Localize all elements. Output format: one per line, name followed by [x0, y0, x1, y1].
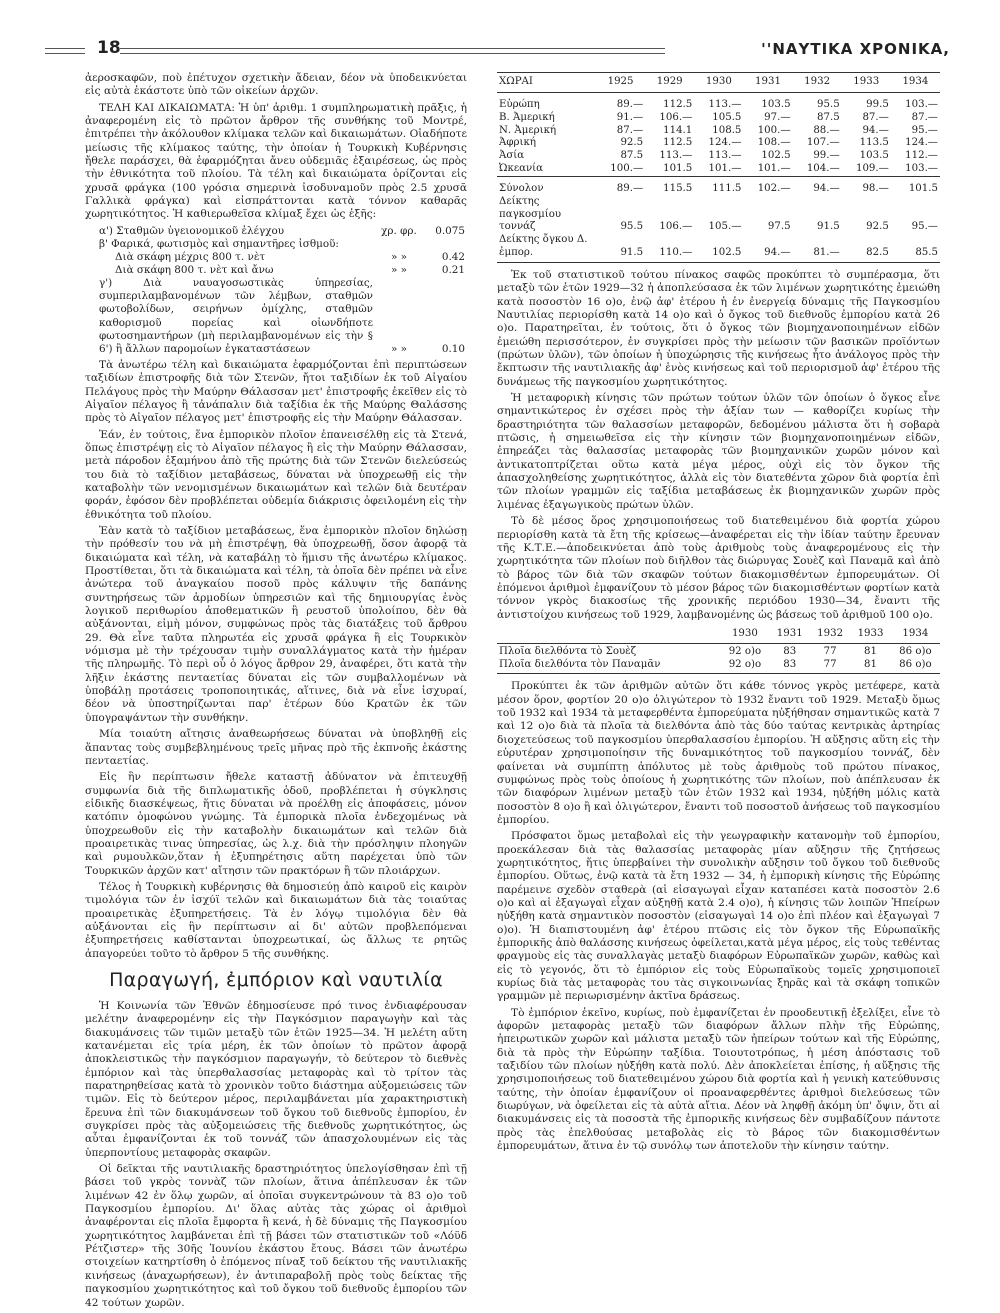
- table-cell: Ἀφρική: [499, 137, 536, 149]
- body-paragraph: Τέλος ἡ Τουρκικὴ κυβέρνησις θὰ δημοσιεύῃ ἀπὸ καιροῦ εἰς καιρὸν τιμολόγια τῶν ἐν ἰσχύϊ τελῶν καὶ δικαιωμάτων διὰ τὰς τοιαύτας προαιρετικὰς ἐξυπηρετήσεις. Τὰ ἐν λόγῳ τιμολόγια δὲν θὰ αὐξάνονται εἰς ἣν περίπτωσιν αἱ δι' αὐτῶν προβλεπόμεναι ἐξυπηρετήσεις καθίστανται ὑποχρεωτικαί, ὡς ἄλλως τε ρητῶς ἀπαγορεύει τοῦτο τὸ ἄρθρον 5 τῆς συνθήκης.: [85, 880, 467, 960]
- fees-value: 0.42: [441, 251, 465, 263]
- table-header-cell: 1934: [902, 627, 929, 639]
- table-cell: 99.—: [813, 150, 840, 162]
- table-cell: 81.—: [793, 234, 842, 262]
- fees-table: [85, 225, 467, 356]
- table-cell: Σύνολον: [499, 182, 544, 194]
- table-row: [497, 125, 940, 138]
- section-title: Παραγωγή, ἐμπόριον καὶ ναυτιλία: [109, 969, 443, 991]
- table-cell: 105.5: [712, 111, 742, 123]
- table-cell: 106.—: [659, 221, 693, 233]
- table-cell: 92 ο)ο: [720, 643, 769, 658]
- table-cell: 124.—: [905, 137, 938, 149]
- table-cell: 113.—: [659, 150, 693, 162]
- table-cell: 82.5: [842, 234, 891, 262]
- table-cell: 114.1: [663, 124, 693, 136]
- table-cell: 92 ο)ο: [720, 659, 769, 674]
- table-cell: 87.—: [911, 111, 938, 123]
- table-cell: 108.5: [712, 124, 742, 136]
- table-cell: 91.5: [596, 234, 645, 262]
- table-cell: 111.5: [712, 182, 742, 194]
- table-cell: 94.—: [862, 124, 889, 136]
- table-cell: 94.—: [813, 182, 840, 194]
- table-cell: 92.5: [866, 221, 889, 233]
- fees-label: Διὰ σκάφη 800 τ. νὲτ καὶ ἄνω: [115, 264, 274, 277]
- body-paragraph: Ἡ Κοινωνία τῶν Ἐθνῶν ἐδημοσίευσε πρό τινος ἐνδιαφέρουσαν μελέτην ἀναφερομένην εἰς τὴν Παγκόσμιον παραγωγὴν καὶ τὰς διακυμάνσεις τῶν τιμῶν μεταξὺ τῶν ἐτῶν 1925—34. Ἡ μελέτη αὕτη κατανέμεται εἰς τρία μέρη, ἐκ τῶν ὁποίων τὸ πρῶτον ἀφορᾷ ἀποκλειστικῶς τὴν παγκόσμιον παραγωγήν, τὸ δεύτερον τὸ διεθνὲς ἐμπόριον καὶ τὰς ὑπερθαλασσίας μεταφορὰς καὶ τὸ τρίτον τὰς παρατηρηθείσας κατὰ τὸ χρονικὸν τοῦτο διάστημα αὐξομειώσεις τῶν τιμῶν. Εἰς τὸ δεύτερον μέρος, περιλαμβάνεται μία χαρακτηριστικὴ ἔρευνα ἐπὶ τῶν διακυμάνσεων τοῦ ὄγκου τοῦ διεθνοῦς ἐμπορίου, ἐν συγκρίσει πρὸς τὰς αὐξομειώσεις τῆς διεθνοῦς χωρητικότητος, ὡς αὗται ἐμφανίζονται ἐκ τοῦ τοννάζ τῶν ἀπασχολουμένων εἰς τὰς ὑπερποντίους μεταφορὰς σκαφῶν.: [85, 999, 467, 1159]
- table-row: [497, 99, 940, 112]
- table-cell: Ν. Ἀμερική: [499, 124, 557, 136]
- fees-value: 0.075: [435, 224, 465, 237]
- table-cell: Ὠκεανία: [499, 163, 544, 175]
- table-header-cell: 1929: [645, 73, 694, 93]
- right-column: [497, 72, 940, 1156]
- table-cell: 86 ο)ο: [891, 659, 940, 674]
- table-cell: Πλοῖα διελθόντα τὸ Σουὲζ: [497, 643, 720, 658]
- fees-paragraph: ΤΕΛΗ ΚΑΙ ΔΙΚΑΙΩΜΑΤΑ: Ἡ ὑπ' ἀριθμ. 1 συμπληρωματικὴ πρᾶξις, ἡ ἀναφερομένη εἰς τὸ πρῶτον ἄρθρον τῆς συνθήκης τοῦ Μοντρέ, ἐπιτρέπει τὴν ἀκόλουθον κλίμακα τελῶν καὶ δικαιωμάτων. Οἱαδήποτε μείωσις τῆς κλίμακος ταύτης, τὴν ὁποίαν ἡ Τουρκικὴ Κυβέρνησις ἤθελε παράσχει, θὰ ἐφαρμόζηται ἄνευ οὐδεμιᾶς ἐξαιρέσεως, ὡς πρὸς τὴν ἐθνικότητα τοῦ πλοίου. Τὰ τέλη καὶ δικαιώματα ὁρίζονται εἰς χρυσᾶ φράγκα (100 γρόσια σημερινὰ ἰσοδυναμοῦν πρὸς 2.5 χρυσᾶ Γαλλικὰ φράγκα) καὶ εἰσπράττονται κατὰ τόννον καθαρᾶς χωρητικότητος. Ἡ καθιερωθεῖσα κλίμαξ ἔχει ὡς ἑξῆς:: [85, 101, 467, 221]
- table-cell: 101.5: [663, 163, 693, 175]
- table-row: [497, 234, 940, 262]
- table-cell: 81: [850, 643, 890, 658]
- fees-label: γ') Διὰ ναυαγοσωστικὰς ὑπηρεσίας, συμπεριλαμβανομένων τῶν λέμβων, σταθμῶν φωτοβολίδων, σειρήνων ὁμίχλης, σταθμῶν καθορισμοῦ πορείας καὶ οἱωνδήποτε φωτοσημαντήρων (μὴ περιλαμβανομένων εἰς τὴν § 6') ἢ ἄλλων παρομοίων ἐγκαταστάσεων: [99, 277, 373, 355]
- table-cell: 100.—: [610, 163, 644, 175]
- fees-label: β' Φαρικά, φωτισμὸς καὶ σημαντῆρες ἰσθμοῦ:: [99, 237, 339, 250]
- table-cell: 103.5: [761, 98, 791, 110]
- table-row: [497, 183, 940, 196]
- body-paragraph: Ἡ μεταφορικὴ κίνησις τῶν πρώτων τούτων ὑλῶν τῶν ὁποίων ὁ ὄγκος εἶνε σημαντικώτερος ἐν σχέσει πρὸς τὴν ἀξίαν των — καθορίζει κυρίως τὴν δραστηριότητα τῶν θαλασσίων μεταφορῶν, δεδομένου μάλιστα ὅτι ἡ σοβαρὰ πτῶσις, ἡ σημειωθεῖσα εἰς τὴν κίνησιν τῶν βιομηχανοποιημένων εἰδῶν, ἐπηρεάζει τὰς θαλασσίας μεταφορὰς τῶν βιομηχανικῶν χωρῶν μόνον καὶ ἀντικατοπτρίζεται οὕτω κατὰ μέγα μέρος, οὐχὶ εἰς τὸν ὄγκον τῆς ἀπασχοληθείσης χωρητικότητος, ἀλλὰ εἰς τὸν διατεθέντα χῶρον διὰ φορτία ἐπὶ τῶν πλοίων γραμμῶν εἰς ταξίδια μεταβάσεως ἐκ βιομηχανικῶν χωρῶν πρὸς λιμένας ἐξαγωγικοὺς πρώτων ὑλῶν.: [497, 392, 940, 511]
- table-row: [497, 196, 940, 235]
- fees-label: α') Σταθμῶν ὑγειονομικοῦ ἐλέγχου: [99, 224, 285, 237]
- table-header-cell: 1931: [776, 627, 803, 639]
- body-paragraph: Προκύπτει ἐκ τῶν ἀριθμῶν αὐτῶν ὅτι κάθε τόννος γκρὸς μετέφερε, κατὰ μέσον ὅρον, φορτίον 20 ο)ο ὀλιγώτερον τὸ 1932 ἔναντι τοῦ 1929. Μεταξὺ ὅμως τοῦ 1932 καὶ 1934 τὰ μεταφερθέντα ἐμπορεύματα ηὐξήθησαν σημαντικῶς κατὰ 7 καὶ 12 ο)ο διὰ τὰ πλοῖα τὰ διελθόντα ἀπὸ τὰς δύο ταύτας κεντρικὰς ἀρτηρίας διοχετεύσεως τοῦ παγκοσμίου ὑπερθαλασσίου ἐμπορίου. Ἡ αὔξησις αὕτη εἰς τὴν εὐρυτέραν χρησιμοποίησιν τῆς δυναμικότητος τοῦ παγκοσμίου τοννάζ, δὲν φαίνεται νὰ συμπίπτῃ ἀπόλυτος μὲ τοὺς ἀριθμοὺς τοῦ πρώτου πίνακος, συμφώνως πρὸς τοὺς ὁποίους ἡ χωρητικότης τῶν πλοίων, ποὺ ἀπέπλευσαν ἐκ τῶν διαφόρων λιμένων μεταξὺ τῶν ἐτῶν 1932 καὶ 1934, ηὐξήθη μόλις κατὰ ποσοστὸν 8 ο)ο ἢ καὶ ὀλιγώτερον, ἔναντι τοῦ ποσοστοῦ ἀνήσεως τοῦ παγκοσμίου ἐμπορίου.: [497, 680, 940, 826]
- fees-unit: » »: [390, 251, 408, 263]
- body-paragraph: Τὰ ἀνωτέρω τέλη καὶ δικαιώματα ἐφαρμόζονται ἐπὶ περιπτώσεων ταξιδίων ἐπιστροφῆς διὰ τῶν Στενῶν, ἤτοι ταξιδίων ἐκ τοῦ Αἰγαίου Πελάγους πρὸς τὴν Μαύρην Θάλασσαν μετ' ἐπιστροφῆς ἐκεῖθεν εἰς τὸ Αἰγαῖον πέλαγος ἢ τἀνάπαλιν διὰ ταξίδια ἐκ τῆς Μαύρης Θαλάσσης πρὸς τὸ Αἰγαῖον πέλαγος μετ' ἐπιστροφῆς εἰς τὴν Μαύρην Θάλασσαν.: [85, 358, 467, 425]
- table-cell: 113.5: [859, 137, 889, 149]
- table-cell: 87.—: [616, 124, 644, 136]
- fees-unit: » »: [390, 342, 408, 355]
- body-paragraph: Ἐκ τοῦ στατιστικοῦ τούτου πίνακος σαφῶς προκύπτει τὸ συμπέρασμα, ὅτι μεταξὺ τῶν ἐτῶν 1929—32 ἡ ἀποπλεύσασα ἐκ τῶν λιμένων χωρητικότης ἐμειώθη κατὰ ποσοστὸν 16 ο)ο, ἐνῷ ἀφ' ἑτέρου ἡ ἐν ἐνεργείᾳ δύναμις τῆς Παγκοσμίου Ναυτιλίας περιορίσθη κατὰ 14 ο)ο καὶ ὁ ὄγκος τοῦ διεθνοῦς ἐμπορίου κατὰ 26 ο)ο. Παρατηρεῖται, ἐν τούτοις, ὅτι ὁ ὄγκος τῶν βιομηχανοποιημένων εἰδῶν ἐμειώθη περισσότερον, ἐν συγκρίσει πρὸς τὴν μείωσιν τῶν βασικῶν προϊόντων (πρώτων ὑλῶν), τῶν ὁποίων ἡ ὑποχώρησις τῆς κινήσεως ἦτο ἀνάλογος πρὸς τὴν ἔκπτωσιν τῆς ναυτιλιακῆς ἀφ' ἑνὸς κινήσεως καὶ τοῦ περιορισμοῦ ἀφ' ἑτέρου τῆς δυνάμεως τῆς παγκοσμίου χωρητικότητος.: [497, 268, 940, 388]
- table-cell: Ἀσία: [499, 150, 525, 162]
- table-header-cell: 1933: [842, 73, 891, 93]
- table-header-cell: [497, 628, 720, 643]
- table-cell: 83: [770, 643, 810, 658]
- table-cell: 103.5: [859, 150, 889, 162]
- table-header-cell: 1925: [596, 73, 645, 93]
- table-cell: 86 ο)ο: [891, 643, 940, 658]
- table-cell: 98.—: [862, 182, 889, 194]
- table-cell: 112.—: [905, 150, 938, 162]
- table-cell: 83: [770, 659, 810, 674]
- table-row: [497, 659, 940, 674]
- table-header-cell: 1931: [743, 73, 792, 93]
- table-cell: Δείκτης ὄγκου Δ. ἐμπορ.: [497, 234, 596, 262]
- table-cell: 113.—: [708, 98, 742, 110]
- page-number: 18: [97, 38, 121, 58]
- table-cell: 91.—: [616, 111, 644, 123]
- table-cell: 97.5: [767, 221, 791, 233]
- journal-title: ''ΝΑΥΤΙΚΑ ΧΡΟΝΙΚΑ,: [761, 40, 950, 58]
- body-paragraph: Ἐάν, ἐν τούτοις, ἕνα ἐμπορικὸν πλοῖον ἐπανεισέλθῃ εἰς τὰ Στενά, ὅπως ἐπιστρέψῃ εἰς τὸ Αἰγαῖον πέλαγος ἢ εἰς τὴν Μαύρην Θάλασσαν, μετὰ πάροδον ἑξαμήνου ἀπὸ τῆς πρώτης διὰ τῶν Στενῶν διελεύσεώς του διὰ τὸ ταξίδιον μεταβάσεως, δύναται νὰ ὑποχρεωθῇ εἰς τὴν καταβολὴν τῶν νενομισμένων δικαιωμάτων καὶ τελῶν διὰ δευτέραν φοράν, ἐφόσον δὲν προβλέπεται οὐδεμία διάκρισις ὀφειλομένη εἰς τὴν ἐθνικότητα τοῦ πλοίου.: [85, 428, 467, 521]
- table-cell: 95.5: [620, 221, 644, 233]
- table-cell: 113.—: [708, 150, 742, 162]
- table-cell: 89.—: [616, 182, 644, 194]
- body-paragraph: Τὸ δὲ μέσος ὅρος χρησιμοποιήσεως τοῦ διατεθειμένου διὰ φορτία χώρου περιορίσθη κατὰ τὰ ἔτη τῆς κρίσεως—ἀναφέρεται εἰς τὴν ἰδίαν ταύτην ἔρευναν τῆς Κ.Τ.Ε.—ἀποδεικνύεται ἀπὸ τοὺς ἀριθμοὺς τοὺς ἀναφερομένους εἰς τὴν χωρητικότητα τῶν πλοίων ποὺ διῆλθον τὰς διώρυγας Σουὲζ καὶ Παναμᾶ καὶ ἀπὸ τὸ βάρος τῶν διὰ τῶν σκαφῶν τούτων διακομισθέντων ἐμπορευμάτων. Οἱ ἑπόμενοι ἀριθμοὶ ἐμφανίζουν τὸ μέσον βάρος τῶν διακομισθέντων φορτίων κατὰ τόννον γκρὸς διακοσίως τῆς χρονικῆς περιόδου 1930—34, ἔναντι τῆς ἀντιστοίχου κινήσεως τοῦ 1929, λαμβανομένης ὡς βάσεως τοῦ ἀριθμοῦ 100 ο)ο.: [497, 515, 940, 621]
- table-cell: 95.—: [911, 124, 938, 136]
- table-cell: 94.—: [743, 234, 792, 262]
- table-row: [497, 643, 940, 658]
- shipping-index-table: [497, 72, 940, 263]
- fees-value: 0.21: [441, 264, 465, 277]
- table-header-cell: 1930: [731, 627, 758, 639]
- table-header-row: [497, 628, 940, 643]
- header-rule-middle: [120, 48, 665, 54]
- table-cell: Β. Ἀμερική: [499, 111, 555, 123]
- fees-row: [85, 251, 467, 264]
- table-header-row: [497, 73, 940, 93]
- table-cell: Πλοῖα διελθόντα τὸν Παναμᾶν: [497, 659, 720, 674]
- table-cell: 77: [810, 659, 850, 674]
- table-cell: Δείκτης παγκοσμίου τοννάζ: [499, 195, 562, 233]
- table-cell: 107.—: [806, 137, 840, 149]
- table-cell: 103.—: [905, 163, 938, 175]
- table-cell: 88.—: [813, 124, 840, 136]
- table-cell: 110.—: [645, 234, 694, 262]
- intro-paragraph: ἀεροσκαφῶν, ποὺ ἐπέτυχον σχετικὴν ἄδειαν, δέον νὰ ὑποδεικνύεται εἰς αὐτὰ ἑκάστοτε ὑπὸ τῶν οἰκείων ἀρχῶν.: [85, 72, 467, 98]
- table-cell: 104.—: [806, 163, 840, 175]
- table-cell: 81: [850, 659, 890, 674]
- table-header-cell: ΧΩΡΑΙ: [497, 73, 596, 93]
- table-cell: 102.5: [761, 150, 791, 162]
- table-row: [497, 112, 940, 125]
- table-header-cell: 1934: [891, 73, 940, 93]
- canal-table: [497, 628, 940, 675]
- table-cell: 95.5: [817, 98, 840, 110]
- body-paragraph: Τὸ ἐμπόριον ἐκεῖνο, κυρίως, ποὺ ἐμφανίζεται ἐν προοδευτικῇ ἐξελίξει, εἶνε τὸ ἀφορῶν μεταφορὰς μεταξὺ τῶν διαφόρων ἄλλων πλὴν τῆς Εὐρώπης, ἠπειρωτικῶν χωρῶν καὶ μάλιστα μεταξὺ τῶν ἠπείρων τούτων καὶ τῆς Εὐρώπης, διὰ τὰ πρὸς τὴν Εὐρώπην ταξίδια. Τοιουτοτρόπως, ἡ μέση ἀπόστασις τοῦ ταξιδίου τῶν πλοίων ηὐξήθη κατὰ πολύ. Δὲν ἀποκλείεται ἐπίσης, ἡ αὔξησις τῆς χρησιμοποιήσεως τοῦ διατεθειμένου χώρου διὰ φορτία καὶ ἡ γενικὴ κατεύθυνσις ταύτης, τὴν ὁποίαν ἐμφανίζουν οἱ προαναφερθέντες ἀριθμοὶ διελεύσεως τῶν διωρύγων, νὰ ὀφείλεται εἰς τὰ αὐτὰ αἴτια. Δέον νὰ ληφθῇ ἀκόμη ὑπ' ὄψιν, ὅτι αἱ διακυμάνσεις εἰς τὰ ποσοστὰ τῆς ἐμπορικῆς κινήσεως δὲν συμβαδίζουν πάντοτε πρὸς τὰς ἐπελθούσας μεταβολὰς εἰς τὸ βάρος τῶν διακομισθέντων ἐμπορευμάτων, ἅτινα ἐν τῷ συνόλῳ των ἀποτελοῦν τὴν κίνησιν ταύτην.: [497, 1006, 940, 1153]
- left-column: [85, 72, 467, 1313]
- body-paragraph: Πρόσφατοι ὅμως μεταβολαὶ εἰς τὴν γεωγραφικὴν κατανομὴν τοῦ ἐμπορίου, προεκάλεσαν διὰ τὰς θαλασσίας μεταφορὰς μίαν αὔξησιν τῆς ζητήσεως χωρητικότητος, ἥτις ὑπερβαίνει τὴν συνολικὴν αὔξησιν τοῦ ὄγκου τοῦ διεθνοῦς ἐμπορίου. Οὕτως, ἐνῷ κατὰ τὰ ἔτη 1932 — 34, ἡ ἐμπορικὴ κίνησις τῆς Εὐρώπης παρέμεινε σχεδὸν σταθερὰ (αἱ εἰσαγωγαὶ εἶχαν καταπέσει κατὰ ποσοστὸν 2.6 ο)ο καὶ αἱ ἐξαγωγαὶ εἶχαν αὐξηθῇ κατὰ 2.4 ο)ο), ἡ κίνησις τῶν λοιπῶν Ἠπείρων ηὐξήθη κατὰ σημαντικὸν ποσοστὸν (εἰσαγωγαὶ 14 ο)ο ἐπὶ πλέον καὶ ἐξαγωγαὶ 7 ο)ο). Ἡ διαπιστουμένη ἀφ' ἑτέρου πτῶσις εἰς τὸν ὄγκον τῆς Εὐρωπαϊκῆς ἐμπορικῆς ἀπὸ θαλάσσης κινήσεως ὀφείλεται,κατὰ μέγα μέρος, εἰς τοὺς τεθέντας φραγμοὺς εἰς τὰς συναλλαγὰς μεταξὺ διαφόρων Εὐρωπαϊκῶν χωρῶν, καθὼς καὶ εἰς τὸ γεγονός, ὅτι τὸ ἐμπόριον εἰς τοὺς Εὐρωπαϊκοὺς τομεῖς χρησιμοποιεῖ κυρίως διὰ τὰς μεταφορὰς του τὰς σιγκοινωνίας ξηρᾶς καὶ τὰ σκάφη τοπικῶν γραμμῶν μὲ περιωρισμένην ἀκτῖνα δράσεως.: [497, 830, 940, 1003]
- table-cell: 101.—: [708, 163, 742, 175]
- table-row: [497, 150, 940, 163]
- table-cell: 105.—: [708, 221, 742, 233]
- table-cell: 103.—: [905, 98, 938, 110]
- fees-row: [85, 238, 467, 251]
- body-paragraph: Οἱ δεῖκται τῆς ναυτιλιακῆς δραστηριότητος ὑπελογίσθησαν ἐπὶ τῇ βάσει τοῦ γκρὸς τοννὰζ τῶν πλοίων, ἅτινα ἀπέπλευσαν ἐκ τῶν λιμένων 42 ἐν ὅλῳ χωρῶν, αἱ ὁποῖαι συγκεντρώνουν τὰ 83 ο)ο τοῦ Παγκοσμίου ἐμπορίου. Δι' ὅλας αὐτὰς τὰς χώρας οἱ ἀριθμοὶ ἀναφέρονται εἰς πλοῖα ἔμφορτα ἢ κενά, ἡ δὲ δύναμις τῆς Παγκοσμίου χωρητικότητος λαμβάνεται ἐπὶ τῇ βάσει τῶν στατιστικῶν τοῦ «Λόϋδ Ρέτζιστερ» τῆς 30ῆς Ἰουνίου ἑκάστου ἔτους. Βάσει τῶν ἀνωτέρω στοιχείων κατηρτίσθη ὁ ἑπόμενος πίναξ τοῦ δείκτου τῆς ναυτιλιακῆς κινήσεως (ἀναχωρήσεων), ἐν ἀντιπαραβολῇ πρὸς τοὺς δείκτας τῆς παγκοσμίου χωρητικότητος καὶ τοῦ ὄγκου τοῦ διεθνοῦς ἐμπορίου τῶν 42 τούτων χωρῶν.: [85, 1163, 467, 1309]
- table-header-cell: 1930: [694, 73, 743, 93]
- table-cell: 97.—: [764, 111, 791, 123]
- table-cell: 106.—: [659, 111, 693, 123]
- body-paragraph: Ἐὰν κατὰ τὸ ταξίδιον μεταβάσεως, ἕνα ἐμπορικὸν πλοῖον δηλώσῃ τὴν πρόθεσίν του νὰ μὴ ἐπιστρέψῃ, θὰ ὑποχρεωθῇ, ὅσον ἀφορᾷ τὰ δικαιώματα καὶ τέλη, νὰ καταβάλῃ τὸ ἥμισυ τῆς ἀνωτέρω κλίμακος. Προστίθεται, ὅτι τὰ δικαιώματα καὶ τέλη, τὰ ὁποῖα δὲν πρέπει νὰ εἶνε ἀνώτερα τοῦ ἀναγκαίου ποσοῦ πρὸς κάλυψιν τῆς δαπάνης συντηρήσεως τῶν ἁρμοδίων ὑπηρεσιῶν καὶ τῆς δημιουργίας ἑνὸς λογικοῦ περιθωρίου ἀποθεματικῶν ἢ ρευστοῦ ὑπολοίπου, δὲν θὰ αὐξάνονται, εἰμὴ μόνον, συμφώνως πρὸς τὰς διατάξεις τοῦ ἄρθρου 29. Θὰ εἶνε ταῦτα πληρωτέα εἰς χρυσᾶ φράγκα ἢ εἰς Τουρκικὸν νόμισμα μὲ τὴν τρέχουσαν τιμὴν συναλλάγματος κατὰ τὴν ἡμέραν τῆς πληρωμῆς. Τὸ περὶ οὗ ὁ λόγος ἄρθρον 29, ἀναφέρει, ὅτι κατὰ τὴν λῆξιν ἑκάστης πενταετίας δύναται εἰς τῶν συμβαλλομένων νὰ ὑποβάλῃ προτάσεις τροποποιητικάς, αἵτινες, διὰ νὰ εἶνε ἰσχυραί, δέον νὰ ὑποστηρίζωνται παρ' ἑτέρων δύο Κρατῶν ἐκ τῶν ὑπογραψάντων τὴν συνθήκην.: [85, 525, 467, 724]
- table-cell: 89.—: [616, 98, 644, 110]
- table-header-cell: 1933: [857, 627, 884, 639]
- table-cell: 87.—: [862, 111, 889, 123]
- table-cell: 124.—: [708, 137, 742, 149]
- fees-value: 0.10: [441, 342, 465, 355]
- fees-label: Διὰ σκάφη μέχρις 800 τ. νὲτ: [115, 251, 266, 263]
- table-cell: 112.5: [663, 98, 693, 110]
- table-cell: 101.—: [757, 163, 791, 175]
- fees-unit: » »: [390, 264, 408, 277]
- table-row: [497, 163, 940, 176]
- body-paragraph: Μία τοιαύτη αἴτησις ἀναθεωρήσεως δύναται νὰ ὑποβληθῇ εἰς ἅπαντας τοὺς συμβεβλημένους τρεῖς μῆνας πρὸ τῆς ἐκπνοῆς ἑκάστης πενταετίας.: [85, 728, 467, 767]
- table-cell: Εὐρώπη: [499, 98, 540, 110]
- table-cell: 101.5: [908, 182, 938, 194]
- table-cell: 95.—: [911, 221, 938, 233]
- page-header: [45, 38, 950, 62]
- table-cell: 112.5: [663, 137, 693, 149]
- table-cell: 102.5: [694, 234, 743, 262]
- fees-row: [85, 277, 467, 356]
- table-cell: 87.5: [620, 150, 644, 162]
- table-cell: 91.5: [817, 221, 840, 233]
- table-cell: 99.5: [866, 98, 889, 110]
- table-cell: 115.5: [663, 182, 693, 194]
- table-cell: 92.5: [620, 137, 644, 149]
- body-paragraph: Εἰς ἣν περίπτωσιν ἤθελε καταστῇ ἀδύνατον νὰ ἐπιτευχθῇ συμφωνία διὰ τῆς διπλωματικῆς ὁδοῦ, προβλέπεται ἡ σύγκλησις εἰδικῆς διασκέψεως, ἥτις δύναται νὰ προέλθῃ εἰς ἀποφάσεις, μόνον κατόπιν ὁμοφώνου γνώμης. Τὰ ἐμπορικὰ πλοῖα ἐνδεχομένως νὰ ὑποχρεωθοῦν εἰς τὴν καταβολὴν δικαιωμάτων καὶ τελῶν διὰ προαιρετικὰς τινας ὑπηρεσίας, ὡς λ.χ. διὰ τὴν πρόσληψιν πλοηγῶν καὶ ρυμουλκῶν,ὅταν ἡ ἐξυπηρέτησις αὕτη παρέχεται ὑπὸ τῶν Τουρκικῶν ἀρχῶν κατ' αἴτησιν τῶν πρακτόρων ἢ τῶν πλοιάρχων.: [85, 771, 467, 877]
- fees-unit: χρ. φρ.: [381, 224, 417, 237]
- fees-row: [85, 225, 467, 238]
- table-cell: 109.—: [855, 163, 889, 175]
- table-header-cell: 1932: [793, 73, 842, 93]
- table-cell: 108.—: [757, 137, 791, 149]
- table-cell: 77: [810, 643, 850, 658]
- table-cell: 100.—: [757, 124, 791, 136]
- table-cell: 102.—: [757, 182, 791, 194]
- header-rule-left: [45, 48, 85, 54]
- table-header-cell: 1932: [817, 627, 844, 639]
- table-row: [497, 137, 940, 150]
- table-cell: 87.5: [817, 111, 840, 123]
- table-cell: 85.5: [891, 234, 940, 262]
- fees-row: [85, 264, 467, 277]
